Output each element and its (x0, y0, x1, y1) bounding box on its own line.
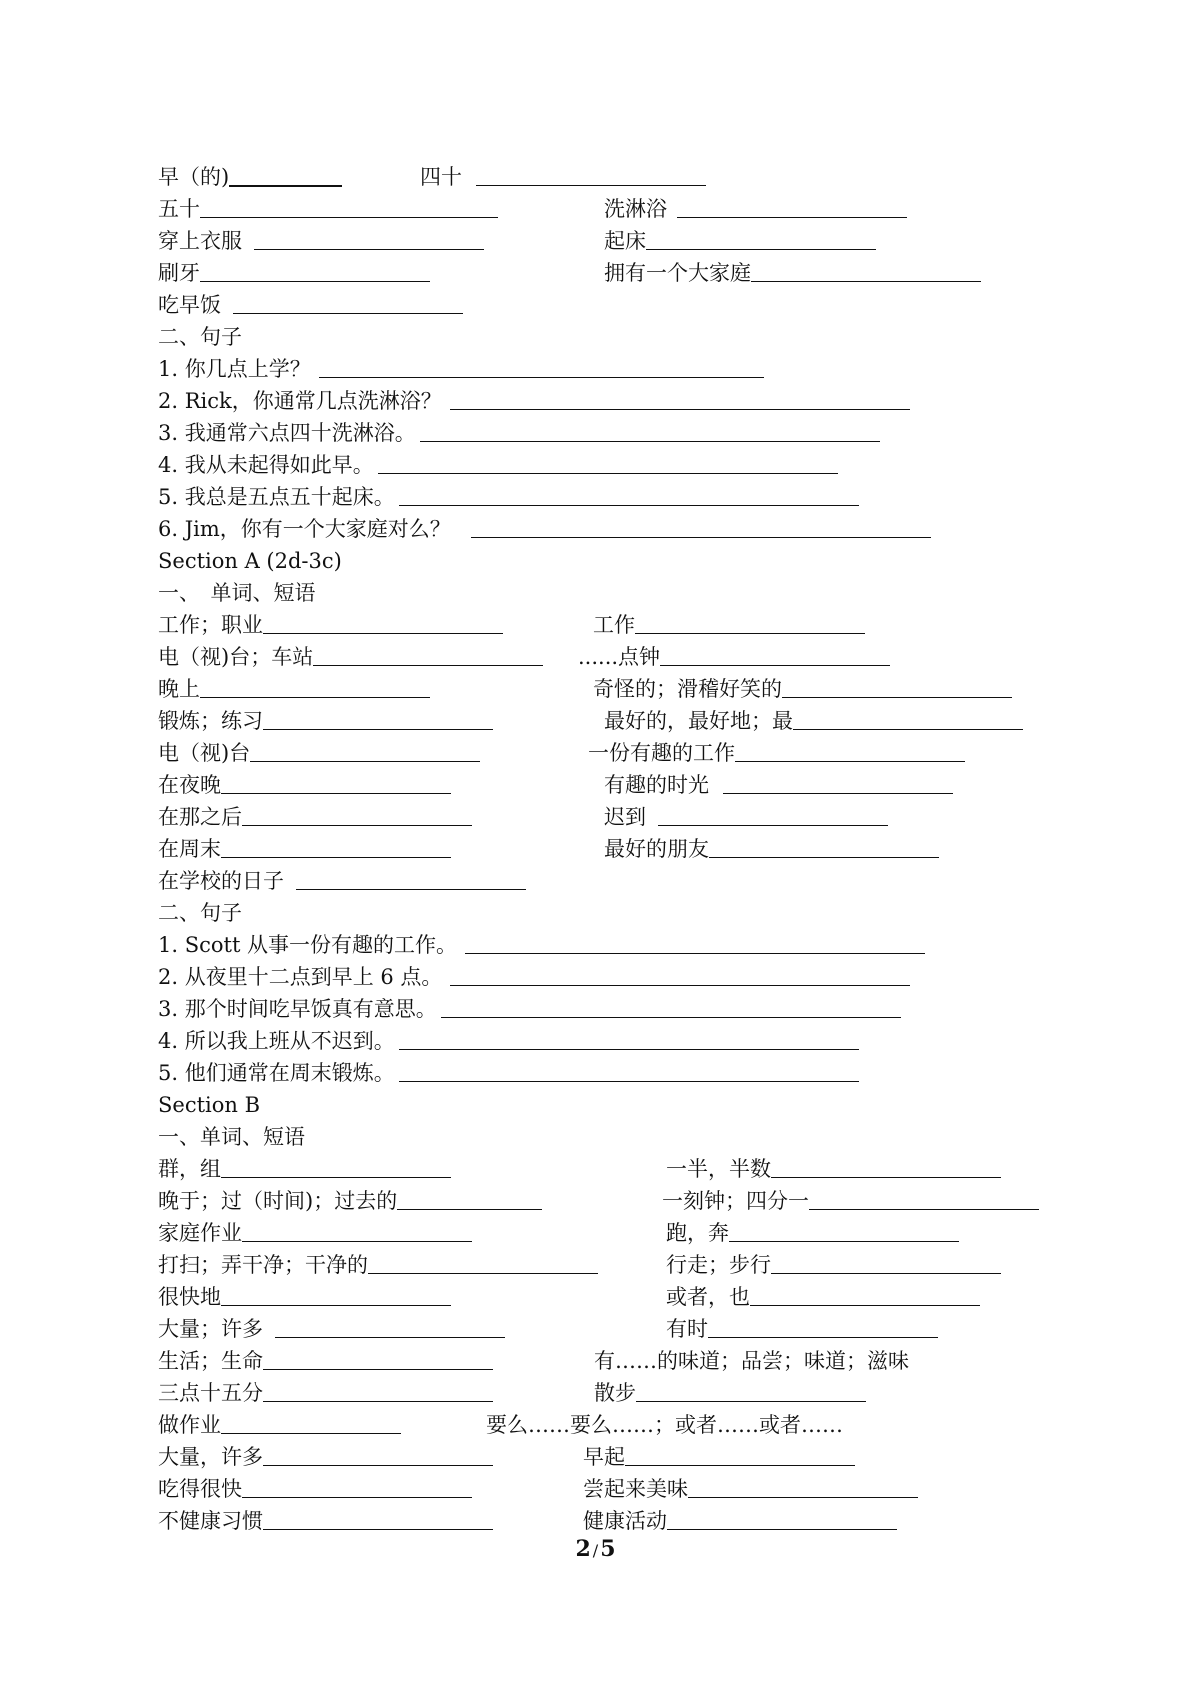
answer-blank[interactable] (735, 738, 965, 762)
vocab-item (158, 770, 451, 800)
vocab-label: 最好的朋友 (604, 837, 709, 861)
sentence-item (158, 1026, 859, 1056)
vocab-label: ......点钟 (578, 645, 661, 669)
vocab-label: 迟到 (604, 805, 646, 829)
vocab-item (420, 162, 706, 192)
vocab-label: 晚上 (158, 677, 200, 701)
answer-blank[interactable] (709, 834, 939, 858)
vocab-item (666, 1282, 980, 1312)
answer-blank[interactable] (471, 514, 931, 538)
answer-blank[interactable] (793, 706, 1023, 730)
vocab-item (662, 1186, 1039, 1216)
vocab-item (158, 1506, 493, 1536)
sentence-label: 6. Jim，你有一个大家庭对么？ (158, 517, 451, 541)
answer-blank[interactable] (771, 1154, 1001, 1178)
vocab-item (594, 1378, 866, 1408)
vocab-item (158, 1378, 493, 1408)
answer-blank[interactable] (200, 674, 430, 698)
vocab-item (666, 1218, 959, 1248)
answer-blank[interactable] (751, 258, 981, 282)
answer-blank[interactable] (263, 610, 503, 634)
vocab-item (486, 1410, 843, 1440)
vocab-label: 有时 (666, 1317, 708, 1341)
vocab-item (604, 258, 981, 288)
vocab-item (604, 226, 876, 256)
answer-blank[interactable] (399, 482, 859, 506)
vocab-item (578, 642, 890, 672)
vocab-item (604, 706, 1023, 736)
vocab-label: 三点十五分 (158, 1381, 263, 1405)
sentence-item (158, 962, 910, 992)
sentence-item (158, 386, 910, 416)
vocab-item (158, 802, 472, 832)
vocab-item (158, 162, 342, 192)
vocab-label: 最好的，最好地；最 (604, 709, 793, 733)
vocab-label: 拥有一个大家庭 (604, 261, 751, 285)
page-separator: / (592, 1541, 599, 1560)
vocab-item (158, 194, 498, 224)
answer-blank[interactable] (221, 1154, 451, 1178)
answer-blank[interactable] (296, 866, 526, 890)
vocab-label: 洗淋浴 (604, 197, 667, 221)
sentence-label: 5. 他们通常在周末锻炼。 (158, 1061, 395, 1085)
answer-blank[interactable] (420, 418, 880, 442)
sentence-label: 3. 我通常六点四十洗淋浴。 (158, 421, 416, 445)
answer-blank[interactable] (200, 194, 498, 218)
answer-blank[interactable] (667, 1506, 897, 1530)
vocab-label: 有……的味道；品尝；味道；滋味 (594, 1349, 909, 1373)
answer-blank[interactable] (450, 962, 910, 986)
answer-blank[interactable] (636, 1378, 866, 1402)
answer-blank[interactable] (646, 226, 876, 250)
sentence-item (158, 1058, 859, 1088)
vocab-item (666, 1154, 1001, 1184)
vocab-label: 打扫；弄干净；干净的 (158, 1253, 368, 1277)
vocab-item (158, 1346, 493, 1376)
answer-blank[interactable] (200, 258, 430, 282)
answer-blank[interactable] (250, 738, 480, 762)
vocab-item (666, 1250, 1001, 1280)
vocab-label: 健康活动 (583, 1509, 667, 1533)
answer-blank[interactable] (368, 1250, 598, 1274)
vocab-item (158, 258, 430, 288)
answer-blank[interactable] (450, 386, 910, 410)
vocab-item (158, 642, 543, 672)
vocab-item (583, 1442, 855, 1472)
vocab-label: 在夜晚 (158, 773, 221, 797)
vocab-label: 五十 (158, 197, 200, 221)
sentence-label: 4. 所以我上班从不迟到。 (158, 1029, 395, 1053)
section-heading: 一、单词、短语 (158, 1125, 305, 1149)
vocab-label: 工作；职业 (158, 613, 263, 637)
answer-blank[interactable] (723, 770, 953, 794)
answer-blank[interactable] (465, 930, 925, 954)
answer-blank[interactable] (221, 770, 451, 794)
vocab-label: 散步 (594, 1381, 636, 1405)
vocab-label: 很快地 (158, 1285, 221, 1309)
sentence-item (158, 514, 931, 544)
vocab-label: 群，组 (158, 1157, 221, 1181)
answer-blank[interactable] (242, 802, 472, 826)
vocab-label: 早起 (583, 1445, 625, 1469)
vocab-item (158, 610, 503, 640)
vocab-label: 刷牙 (158, 261, 200, 285)
answer-blank[interactable] (242, 1474, 472, 1498)
section-title: Section B (158, 1093, 261, 1117)
answer-blank[interactable] (319, 354, 764, 378)
answer-blank[interactable] (399, 1058, 859, 1082)
sentence-label: 2. Rick，你通常几点洗淋浴？ (158, 389, 442, 413)
vocab-item (158, 834, 451, 864)
answer-blank[interactable] (625, 1442, 855, 1466)
vocab-item (583, 1506, 897, 1536)
sentence-item (158, 450, 838, 480)
answer-blank[interactable] (658, 802, 888, 826)
answer-blank[interactable] (275, 1314, 505, 1338)
vocab-label: 跑，奔 (666, 1221, 729, 1245)
answer-blank[interactable] (677, 194, 907, 218)
vocab-label: 穿上衣服 (158, 229, 242, 253)
sentence-label: 4. 我从未起得如此早。 (158, 453, 374, 477)
vocab-item (593, 674, 1012, 704)
vocab-label: 吃早饭 (158, 293, 221, 317)
vocab-label: 起床 (604, 229, 646, 253)
answer-blank[interactable] (809, 1186, 1039, 1210)
answer-blank[interactable] (221, 1410, 401, 1434)
vocab-label: 要么……要么……；或者……或者…… (486, 1413, 843, 1437)
vocab-label: 四十 (420, 165, 462, 189)
vocab-item (158, 1186, 542, 1216)
vocab-item (604, 834, 939, 864)
sentence-item (158, 418, 880, 448)
vocab-item (158, 1410, 401, 1440)
sentence-label: 1. 你几点上学？ (158, 357, 311, 381)
vocab-label: 一半，半数 (666, 1157, 771, 1181)
vocab-label: 一份有趣的工作 (588, 741, 735, 765)
vocab-label: 工作 (593, 613, 635, 637)
vocab-item (158, 1250, 598, 1280)
vocab-item (158, 1282, 451, 1312)
answer-blank[interactable] (221, 1282, 451, 1306)
vocab-item (583, 1474, 918, 1504)
vocab-label: 家庭作业 (158, 1221, 242, 1245)
answer-blank[interactable] (397, 1186, 542, 1210)
vocab-label: 吃得很快 (158, 1477, 242, 1501)
vocab-label: 一刻钟；四分一 (662, 1189, 809, 1213)
answer-blank[interactable] (771, 1250, 1001, 1274)
section-title: Section A (2d-3c) (158, 549, 342, 573)
answer-blank[interactable] (263, 1506, 493, 1530)
vocab-item (158, 674, 430, 704)
answer-blank[interactable] (708, 1314, 938, 1338)
vocab-label: 不健康习惯 (158, 1509, 263, 1533)
vocab-item (158, 226, 484, 256)
vocab-item (158, 290, 463, 320)
vocab-label: 大量；许多 (158, 1317, 263, 1341)
vocab-label: 锻炼；练习 (158, 709, 263, 733)
answer-blank[interactable] (313, 642, 543, 666)
vocab-label: 在那之后 (158, 805, 242, 829)
answer-blank[interactable] (242, 1218, 472, 1242)
vocab-label: 有趣的时光 (604, 773, 709, 797)
answer-blank[interactable] (221, 834, 451, 858)
answer-blank[interactable] (263, 706, 493, 730)
vocab-label: 或者，也 (666, 1285, 750, 1309)
answer-blank[interactable] (229, 162, 342, 187)
answer-blank[interactable] (263, 1442, 493, 1466)
answer-blank[interactable] (378, 450, 838, 474)
answer-blank[interactable] (635, 610, 865, 634)
answer-blank[interactable] (750, 1282, 980, 1306)
vocab-item (588, 738, 965, 768)
answer-blank[interactable] (399, 1026, 859, 1050)
sentence-item (158, 994, 901, 1024)
vocab-item (158, 1154, 451, 1184)
vocab-item (158, 866, 526, 896)
vocab-item (593, 610, 865, 640)
vocab-label: 生活；生命 (158, 1349, 263, 1373)
vocab-label: 早（的) (158, 165, 230, 189)
vocab-item (158, 738, 480, 768)
vocab-label: 行走；步行 (666, 1253, 771, 1277)
answer-blank[interactable] (263, 1378, 493, 1402)
page-current: 2 (575, 1536, 591, 1562)
vocab-item (158, 1314, 505, 1344)
vocab-item (158, 1474, 472, 1504)
sentence-label: 3. 那个时间吃早饭真有意思。 (158, 997, 437, 1021)
vocab-item (158, 706, 493, 736)
vocab-label: 电（视)台 (158, 741, 251, 765)
section-heading: 二、句子 (158, 325, 242, 349)
vocab-label: 做作业 (158, 1413, 221, 1437)
answer-blank[interactable] (476, 162, 706, 186)
sentence-item (158, 930, 925, 960)
vocab-label: 尝起来美味 (583, 1477, 688, 1501)
answer-blank[interactable] (233, 290, 463, 314)
answer-blank[interactable] (782, 674, 1012, 698)
vocab-item (158, 1218, 472, 1248)
vocab-item (604, 802, 888, 832)
vocab-item (594, 1346, 909, 1376)
section-heading: 一、 单词、短语 (158, 581, 316, 605)
vocab-item (158, 1442, 493, 1472)
page-number (0, 1536, 1191, 1562)
sentence-label: 2. 从夜里十二点到早上 6 点。 (158, 965, 443, 989)
answer-blank[interactable] (660, 642, 890, 666)
sentence-label: 1. Scott 从事一份有趣的工作。 (158, 933, 458, 957)
answer-blank[interactable] (441, 994, 901, 1018)
answer-blank[interactable] (729, 1218, 959, 1242)
sentence-label: 5. 我总是五点五十起床。 (158, 485, 395, 509)
answer-blank[interactable] (263, 1346, 493, 1370)
vocab-label: 大量，许多 (158, 1445, 263, 1469)
sentence-item (158, 482, 859, 512)
vocab-item (604, 194, 907, 224)
section-heading: 二、句子 (158, 901, 242, 925)
answer-blank[interactable] (688, 1474, 918, 1498)
vocab-item (666, 1314, 938, 1344)
vocab-label: 在学校的日子 (158, 869, 284, 893)
vocab-item (604, 770, 953, 800)
page-total: 5 (600, 1536, 616, 1562)
sentence-item (158, 354, 764, 384)
vocab-label: 晚于；过（时间)；过去的 (158, 1189, 398, 1213)
vocab-label: 在周末 (158, 837, 221, 861)
vocab-label: 奇怪的；滑稽好笑的 (593, 677, 782, 701)
answer-blank[interactable] (254, 226, 484, 250)
vocab-label: 电（视)台；车站 (158, 645, 314, 669)
